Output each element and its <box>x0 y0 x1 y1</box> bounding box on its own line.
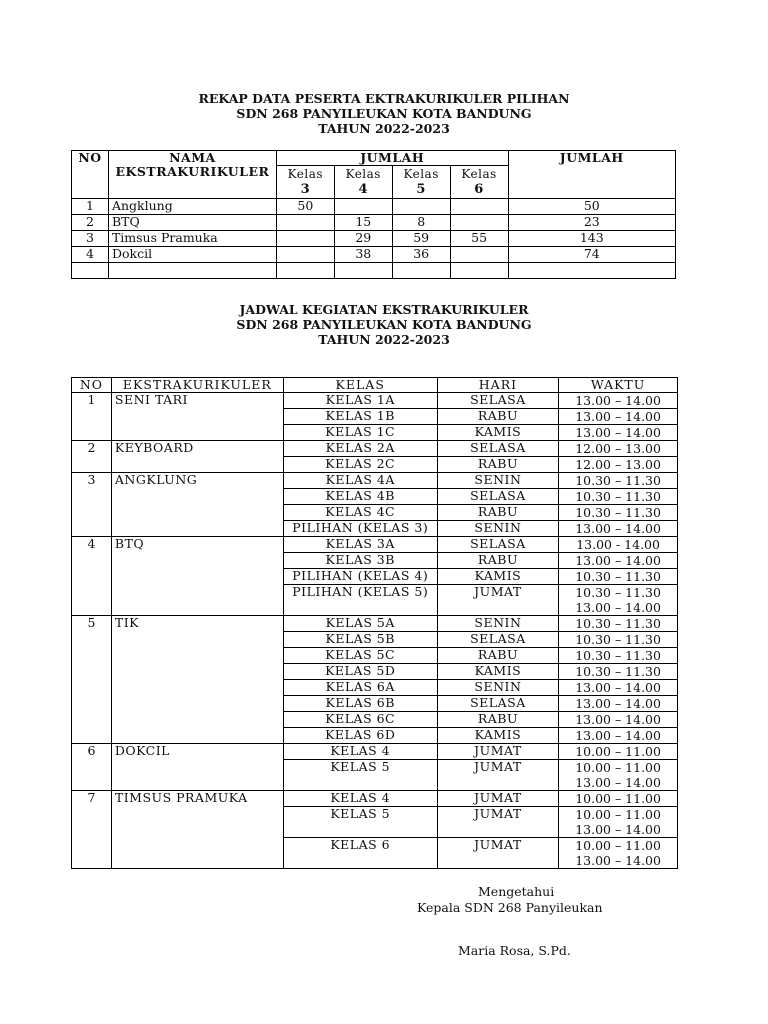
waktu-line: 13.00 – 14.00 <box>575 521 661 536</box>
jadwal-cell-waktu <box>559 409 678 425</box>
waktu-line: 10.00 – 11.00 <box>575 791 661 806</box>
rekap-cell-kelas-4 <box>334 199 392 215</box>
jadwal-cell-hari: JUMAT <box>437 791 559 807</box>
jadwal-cell-kelas: KELAS 4C <box>283 505 437 521</box>
rekap-cell-kelas-5: 59 <box>392 231 450 247</box>
jadwal-cell-no: 5 <box>72 616 112 744</box>
rekap-header-kelas-6 <box>450 166 508 199</box>
waktu-line: 10.30 – 11.30 <box>575 632 661 647</box>
rekap-cell-empty <box>508 263 675 279</box>
table-row <box>72 231 676 247</box>
jadwal-cell-waktu <box>559 457 678 473</box>
waktu-line: 10.00 – 11.00 <box>575 744 661 759</box>
rekap-cell-kelas-6: 55 <box>450 231 508 247</box>
table-row <box>72 247 676 263</box>
jadwal-cell-waktu <box>559 807 678 838</box>
jadwal-cell-kelas: KELAS 5 <box>283 807 437 838</box>
waktu-line: 10.30 – 11.30 <box>575 505 661 520</box>
rekap-header-nama-line-2: EKSTRAKURIKULER <box>115 164 270 179</box>
jadwal-cell-waktu <box>559 521 678 537</box>
jadwal-cell-hari: KAMIS <box>437 664 559 680</box>
jadwal-cell-hari: RABU <box>437 505 559 521</box>
jadwal-cell-waktu <box>559 489 678 505</box>
jadwal-title <box>0 302 768 347</box>
waktu-line: 10.30 – 11.30 <box>575 473 661 488</box>
rekap-cell-kelas-6 <box>450 215 508 231</box>
jadwal-header-waktu: WAKTU <box>559 378 678 393</box>
jadwal-header-ekstra: EKSTRAKURIKULER <box>111 378 283 393</box>
signature-line-1: Mengetahui <box>478 884 555 899</box>
table-row <box>72 744 678 760</box>
rekap-cell-total: 74 <box>508 247 675 263</box>
waktu-line: 13.00 – 14.00 <box>575 853 661 868</box>
kelas-number: 5 <box>416 182 426 197</box>
jadwal-cell-hari: RABU <box>437 712 559 728</box>
jadwal-cell-hari: SENIN <box>437 680 559 696</box>
jadwal-cell-hari: KAMIS <box>437 569 559 585</box>
jadwal-cell-waktu <box>559 680 678 696</box>
rekap-header-kelas-5 <box>392 166 450 199</box>
waktu-line: 10.30 – 11.30 <box>575 616 661 631</box>
rekap-cell-kelas-3 <box>276 231 334 247</box>
jadwal-cell-ekstra: BTQ <box>111 537 283 616</box>
jadwal-cell-kelas: PILIHAN (KELAS 4) <box>283 569 437 585</box>
rekap-header-nama-line-1: NAMA <box>169 150 216 165</box>
jadwal-table-body <box>72 393 678 869</box>
jadwal-cell-kelas: KELAS 5A <box>283 616 437 632</box>
table-row <box>72 537 678 553</box>
jadwal-cell-hari: JUMAT <box>437 744 559 760</box>
jadwal-cell-waktu <box>559 712 678 728</box>
jadwal-header-no: NO <box>72 378 112 393</box>
rekap-table <box>71 150 676 279</box>
waktu-line: 10.00 – 11.00 <box>575 760 661 775</box>
jadwal-cell-hari: RABU <box>437 648 559 664</box>
jadwal-title-line-2: SDN 268 PANYILEUKAN KOTA BANDUNG <box>236 317 532 332</box>
rekap-header-jumlah-group: JUMLAH <box>276 151 508 166</box>
kelas-word: Kelas <box>461 167 497 181</box>
jadwal-cell-waktu <box>559 760 678 791</box>
jadwal-cell-kelas: KELAS 5B <box>283 632 437 648</box>
jadwal-cell-ekstra: TIMSUS PRAMUKA <box>111 791 283 869</box>
jadwal-cell-no: 3 <box>72 473 112 537</box>
jadwal-cell-hari: SELASA <box>437 696 559 712</box>
jadwal-cell-kelas: PILIHAN (KELAS 3) <box>283 521 437 537</box>
jadwal-cell-kelas: KELAS 1A <box>283 393 437 409</box>
waktu-line: 12.00 – 13.00 <box>575 457 661 472</box>
jadwal-cell-kelas: KELAS 4 <box>283 791 437 807</box>
jadwal-cell-hari: SENIN <box>437 473 559 489</box>
waktu-line: 10.30 – 11.30 <box>575 648 661 663</box>
rekap-header-jumlah-total: JUMLAH <box>508 151 675 199</box>
waktu-line: 13.00 – 14.00 <box>575 775 661 790</box>
kelas-number: 3 <box>300 182 311 197</box>
kelas-word: Kelas <box>403 167 439 181</box>
jadwal-cell-kelas: KELAS 2A <box>283 441 437 457</box>
jadwal-cell-no: 6 <box>72 744 112 791</box>
jadwal-cell-kelas: KELAS 3A <box>283 537 437 553</box>
table-row-empty <box>72 263 676 279</box>
jadwal-cell-hari: SENIN <box>437 521 559 537</box>
rekap-cell-kelas-5: 36 <box>392 247 450 263</box>
waktu-line: 10.30 – 11.30 <box>575 664 661 679</box>
waktu-line: 13.00 - 14.00 <box>576 537 660 552</box>
waktu-line: 10.30 – 11.30 <box>575 489 661 504</box>
jadwal-cell-waktu <box>559 393 678 409</box>
jadwal-cell-kelas: KELAS 6D <box>283 728 437 744</box>
waktu-line: 10.30 – 11.30 <box>575 585 661 600</box>
rekap-cell-kelas-4: 29 <box>334 231 392 247</box>
jadwal-cell-waktu <box>559 505 678 521</box>
rekap-cell-kelas-5: 8 <box>392 215 450 231</box>
jadwal-table <box>71 377 678 869</box>
jadwal-cell-waktu <box>559 473 678 489</box>
jadwal-cell-kelas: KELAS 1B <box>283 409 437 425</box>
waktu-line: 13.00 – 14.00 <box>575 728 661 743</box>
jadwal-cell-hari: SELASA <box>437 441 559 457</box>
jadwal-cell-waktu <box>559 585 678 616</box>
rekap-cell-total: 143 <box>508 231 675 247</box>
jadwal-cell-ekstra: SENI TARI <box>111 393 283 441</box>
jadwal-cell-hari: RABU <box>437 409 559 425</box>
jadwal-cell-hari: KAMIS <box>437 425 559 441</box>
waktu-line: 10.30 – 11.30 <box>575 569 661 584</box>
jadwal-cell-kelas: KELAS 6 <box>283 838 437 869</box>
jadwal-cell-waktu <box>559 744 678 760</box>
jadwal-cell-hari: SELASA <box>437 632 559 648</box>
jadwal-cell-hari: SELASA <box>437 489 559 505</box>
jadwal-cell-no: 7 <box>72 791 112 869</box>
rekap-cell-empty <box>334 263 392 279</box>
rekap-cell-total: 23 <box>508 215 675 231</box>
jadwal-cell-kelas: KELAS 4B <box>283 489 437 505</box>
kelas-word: Kelas <box>287 167 324 181</box>
waktu-line: 13.00 – 14.00 <box>575 822 661 837</box>
signature-line-2: Kepala SDN 268 Panyileukan <box>417 900 603 915</box>
rekap-cell-name: Timsus Pramuka <box>108 231 276 247</box>
jadwal-cell-waktu <box>559 425 678 441</box>
jadwal-cell-kelas: KELAS 4A <box>283 473 437 489</box>
rekap-title-line-3: TAHUN 2022-2023 <box>318 121 450 136</box>
waktu-line: 13.00 – 14.00 <box>575 696 661 711</box>
jadwal-cell-hari: SELASA <box>437 537 559 553</box>
rekap-cell-kelas-4: 38 <box>334 247 392 263</box>
rekap-cell-no: 3 <box>72 231 109 247</box>
jadwal-cell-hari: SENIN <box>437 616 559 632</box>
rekap-title <box>0 91 768 136</box>
jadwal-cell-kelas: PILIHAN (KELAS 5) <box>283 585 437 616</box>
jadwal-cell-waktu <box>559 648 678 664</box>
jadwal-cell-waktu <box>559 632 678 648</box>
table-row <box>72 199 676 215</box>
jadwal-cell-hari: SELASA <box>437 393 559 409</box>
jadwal-cell-ekstra: DOKCIL <box>111 744 283 791</box>
table-row <box>72 616 678 632</box>
table-row <box>72 393 678 409</box>
rekap-cell-total: 50 <box>508 199 675 215</box>
rekap-cell-no: 4 <box>72 247 109 263</box>
kelas-word: Kelas <box>345 167 381 181</box>
rekap-cell-empty <box>108 263 276 279</box>
rekap-cell-no: 2 <box>72 215 109 231</box>
rekap-cell-empty <box>72 263 109 279</box>
jadwal-cell-kelas: KELAS 6A <box>283 680 437 696</box>
jadwal-cell-kelas: KELAS 5D <box>283 664 437 680</box>
table-row <box>72 441 678 457</box>
kelas-number: 4 <box>358 182 369 197</box>
jadwal-title-line-3: TAHUN 2022-2023 <box>318 332 450 347</box>
jadwal-cell-hari: JUMAT <box>437 760 559 791</box>
waktu-line: 13.00 – 14.00 <box>575 553 661 568</box>
rekap-cell-kelas-6 <box>450 199 508 215</box>
jadwal-cell-kelas: KELAS 6C <box>283 712 437 728</box>
kelas-number: 6 <box>474 182 484 197</box>
rekap-cell-kelas-5 <box>392 199 450 215</box>
jadwal-cell-hari: JUMAT <box>437 838 559 869</box>
jadwal-cell-waktu <box>559 537 678 553</box>
jadwal-cell-waktu <box>559 616 678 632</box>
table-row <box>72 215 676 231</box>
jadwal-cell-kelas: KELAS 4 <box>283 744 437 760</box>
jadwal-cell-hari: KAMIS <box>437 728 559 744</box>
rekap-title-line-2: SDN 268 PANYILEUKAN KOTA BANDUNG <box>236 106 532 121</box>
rekap-header-nama <box>108 151 276 199</box>
rekap-cell-name: BTQ <box>108 215 276 231</box>
jadwal-cell-hari: RABU <box>437 457 559 473</box>
jadwal-cell-ekstra: KEYBOARD <box>111 441 283 473</box>
rekap-header-no: NO <box>72 151 109 199</box>
waktu-line: 13.00 – 14.00 <box>575 712 661 727</box>
rekap-cell-kelas-3: 50 <box>276 199 334 215</box>
waktu-line: 12.00 – 13.00 <box>575 441 661 456</box>
jadwal-header-kelas: KELAS <box>283 378 437 393</box>
waktu-line: 13.00 – 14.00 <box>575 680 661 695</box>
jadwal-cell-waktu <box>559 728 678 744</box>
rekap-header-kelas-4 <box>334 166 392 199</box>
rekap-table-body <box>72 199 676 279</box>
jadwal-cell-hari: JUMAT <box>437 585 559 616</box>
rekap-cell-kelas-6 <box>450 247 508 263</box>
jadwal-cell-kelas: KELAS 1C <box>283 425 437 441</box>
jadwal-cell-waktu <box>559 791 678 807</box>
rekap-cell-name: Dokcil <box>108 247 276 263</box>
rekap-cell-kelas-4: 15 <box>334 215 392 231</box>
jadwal-cell-kelas: KELAS 2C <box>283 457 437 473</box>
rekap-cell-kelas-3 <box>276 247 334 263</box>
rekap-cell-no: 1 <box>72 199 109 215</box>
jadwal-cell-waktu <box>559 553 678 569</box>
jadwal-cell-no: 1 <box>72 393 112 441</box>
rekap-cell-empty <box>450 263 508 279</box>
rekap-cell-empty <box>392 263 450 279</box>
waktu-line: 13.00 – 14.00 <box>575 425 661 440</box>
jadwal-cell-hari: JUMAT <box>437 807 559 838</box>
jadwal-title-line-1: JADWAL KEGIATAN EKSTRAKURIKULER <box>239 302 529 317</box>
jadwal-cell-kelas: KELAS 6B <box>283 696 437 712</box>
rekap-title-line-1: REKAP DATA PESERTA EKTRAKURIKULER PILIHAN <box>198 91 570 106</box>
waktu-line: 13.00 – 14.00 <box>575 393 661 408</box>
rekap-cell-name: Angklung <box>108 199 276 215</box>
jadwal-cell-hari: RABU <box>437 553 559 569</box>
rekap-cell-empty <box>276 263 334 279</box>
jadwal-cell-waktu <box>559 664 678 680</box>
jadwal-cell-waktu <box>559 441 678 457</box>
waktu-line: 10.00 – 11.00 <box>575 807 661 822</box>
signature-name: Maria Rosa, S.Pd. <box>458 943 571 958</box>
jadwal-cell-no: 4 <box>72 537 112 616</box>
jadwal-cell-ekstra: TIK <box>111 616 283 744</box>
waktu-line: 13.00 – 14.00 <box>575 409 661 424</box>
jadwal-cell-waktu <box>559 696 678 712</box>
waktu-line: 13.00 – 14.00 <box>575 600 661 615</box>
jadwal-cell-no: 2 <box>72 441 112 473</box>
rekap-cell-kelas-3 <box>276 215 334 231</box>
jadwal-cell-waktu <box>559 569 678 585</box>
waktu-line: 10.00 – 11.00 <box>575 838 661 853</box>
jadwal-cell-waktu <box>559 838 678 869</box>
jadwal-cell-kelas: KELAS 5 <box>283 760 437 791</box>
table-row <box>72 791 678 807</box>
jadwal-cell-kelas: KELAS 5C <box>283 648 437 664</box>
jadwal-cell-ekstra: ANGKLUNG <box>111 473 283 537</box>
jadwal-cell-kelas: KELAS 3B <box>283 553 437 569</box>
table-row <box>72 473 678 489</box>
rekap-header-kelas-3 <box>276 166 334 199</box>
jadwal-header-hari: HARI <box>437 378 559 393</box>
